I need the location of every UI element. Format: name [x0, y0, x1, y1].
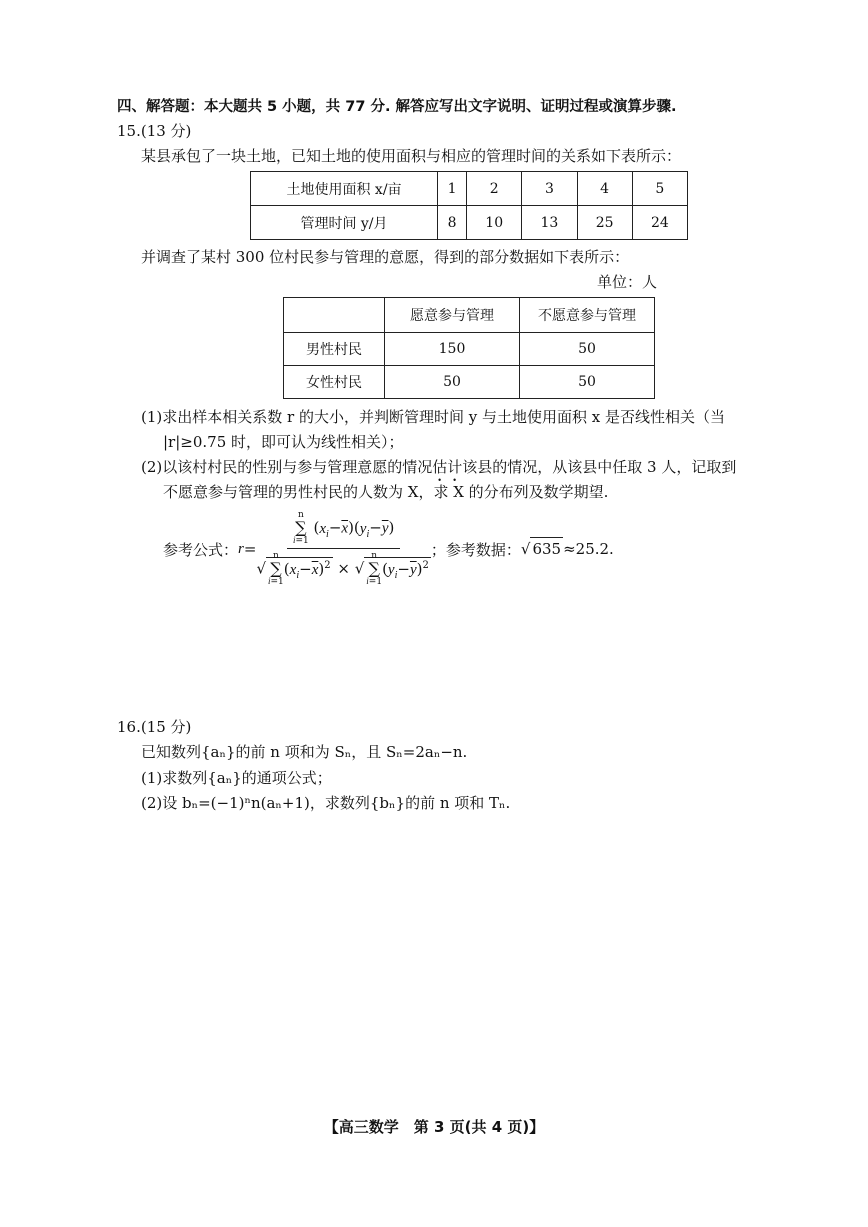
q15-unit: 单位：人 [597, 273, 658, 291]
table1-cell: 13 [522, 206, 577, 240]
table1-cell: 8 [438, 206, 467, 240]
q15-intro: 某县承包了一块土地，已知土地的使用面积与相应的管理时间的关系如下表所示： [141, 147, 682, 165]
table2-header-blank [284, 298, 385, 333]
q16-intro: 已知数列{aₙ}的前 n 项和为 Sₙ，且 Sₙ=2aₙ−n. [141, 743, 468, 761]
q16-part2: (2)设 bₙ=(−1)ⁿn(aₙ+1)，求数列{bₙ}的前 n 项和 Tₙ. [141, 794, 511, 812]
table1-cell: 5 [632, 172, 687, 206]
q15-part1-line2: |r|≥0.75 时，即可认为线性相关）； [163, 433, 404, 451]
table1-cell: 3 [522, 172, 577, 206]
area-time-table [250, 171, 688, 240]
table1-cell: 25 [577, 206, 632, 240]
reference-formula: 参考公式： r = n ∑ i=1 $(x_i-\overline{x})(y_i-\overline{y})$ √ n ∑ i=1 $(x_i-\overline{x})^2$ × √ n ∑ i=1 $(y_i-\overline{y})^2$ ；参考数据： √ 635 ≈25.2. [163, 510, 614, 587]
survey-table [283, 297, 655, 399]
q16-part1: (1)求数列{aₙ}的通项公式； [141, 769, 332, 787]
q15-part2-dotted: 估计 [432, 458, 463, 476]
table1-row1-label: 土地使用面积 x/亩 [251, 172, 438, 206]
q15-part2-b: 该县的情况，从该县中任取 3 人，记取到 [462, 458, 737, 476]
table2-cell: 150 [385, 333, 520, 366]
table2-cell: 50 [520, 366, 655, 399]
q15-part2-a: (2)以该村村民的性别与参与管理意愿的情况 [141, 458, 433, 476]
reference-data-label: ；参考数据： [430, 540, 521, 559]
reference-data-value: ≈25.2. [563, 540, 614, 558]
table2-cell: 50 [385, 366, 520, 399]
table2-cell: 50 [520, 333, 655, 366]
q15-part1-line1: (1)求出样本相关系数 r 的大小，并判断管理时间 y 与土地使用面积 x 是否线性相关（当 [141, 408, 725, 426]
table2-header: 不愿意参与管理 [520, 298, 655, 333]
table1-cell: 4 [577, 172, 632, 206]
q15-survey-text: 并调查了某村 300 位村民参与管理的意愿，得到的部分数据如下表所示： [141, 248, 630, 266]
table1-row2-label: 管理时间 y/月 [251, 206, 438, 240]
q16-number: 16.(15 分) [117, 718, 192, 736]
table1-cell: 1 [438, 172, 467, 206]
table2-header: 愿意参与管理 [385, 298, 520, 333]
page-footer: 【高三数学 第 3 页(共 4 页)】 [323, 1118, 545, 1136]
q15-part2-line2: 不愿意参与管理的男性村民的人数为 X，求 X 的分布列及数学期望. [163, 483, 609, 501]
formula-label: 参考公式： [163, 540, 239, 559]
table2-row-label: 男性村民 [284, 333, 385, 366]
q15-number: 15.(13 分) [117, 122, 192, 140]
table1-cell: 2 [467, 172, 522, 206]
section-heading: 四、解答题：本大题共 5 小题，共 77 分. 解答应写出文字说明、证明过程或演算步骤. [117, 99, 677, 115]
table1-cell: 24 [632, 206, 687, 240]
table2-row-label: 女性村民 [284, 366, 385, 399]
table1-cell: 10 [467, 206, 522, 240]
correlation-formula: n ∑ i=1 $(x_i-\overline{x})(y_i-\overline{y})$ √ n ∑ i=1 $(x_i-\overline{x})^2$ × √ n ∑ i=1 $(y_i-\overline{y})^2$ [256, 510, 429, 587]
